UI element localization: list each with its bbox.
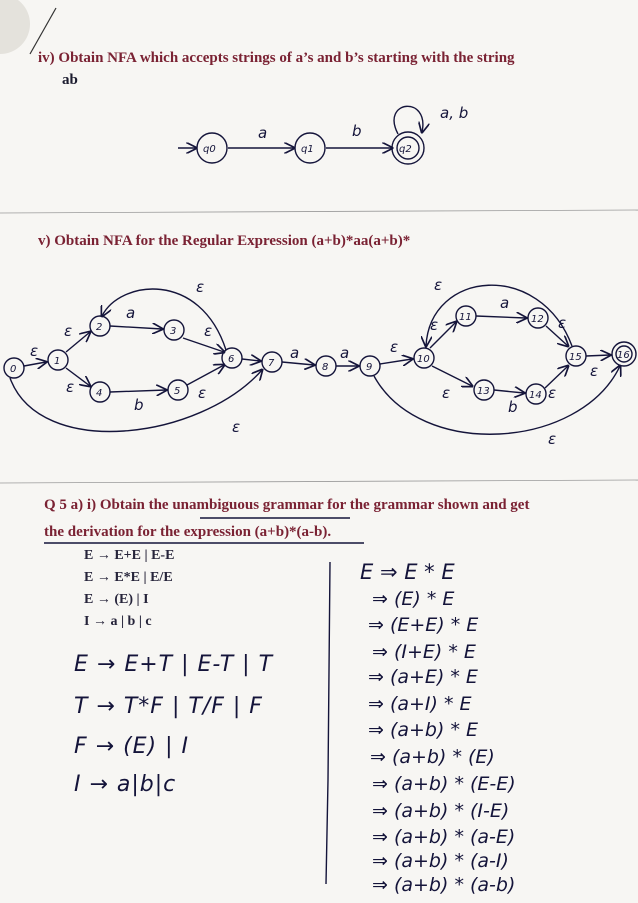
edge-0-7-bypass-label: ε: [232, 418, 241, 436]
state-6-label: 6: [228, 354, 235, 365]
state-5-label: 5: [174, 386, 181, 397]
state-q0-label: q0: [203, 144, 216, 155]
derivation-step-3: ⇒ (E+E) * E: [368, 614, 479, 636]
state-16-label: 16: [617, 350, 630, 361]
question-5-heading: Q 5 a) i) Obtain the unambiguous grammar for the grammar shown and get: [44, 497, 530, 513]
edge-q1-q2-label: b: [352, 122, 362, 140]
edge-13-14: [494, 390, 524, 393]
state-4-label: 4: [96, 388, 103, 399]
derivation-step-5: ⇒ (a+E) * E: [368, 666, 478, 688]
question-v-text: v) Obtain NFA for the Regular Expression (a+b)*aa(a+b)*: [38, 233, 411, 249]
edge-10-13: [432, 366, 472, 386]
edge-6-1-loop: [102, 289, 226, 350]
edge-9-10-label: ε: [390, 338, 399, 356]
edge-2-3-label: a: [126, 304, 136, 322]
question-iv-text: iv) Obtain NFA which accepts strings of a’s and b’s starting with the string: [38, 50, 515, 66]
state-9-label: 9: [366, 362, 373, 373]
nfa-v: [4, 276, 636, 448]
edge-7-8-label: a: [290, 344, 300, 362]
edge-q0-q1-label: a: [258, 124, 268, 142]
state-14-label: 14: [529, 390, 542, 401]
edge-5-6-label: ε: [198, 384, 207, 402]
state-13-label: 13: [477, 386, 490, 397]
edge-11-12: [476, 316, 526, 318]
grammar-rule-2: E → E*E | E/E: [84, 570, 173, 585]
nfa-iv: [178, 104, 468, 164]
edge-4-5: [110, 390, 166, 392]
edge-9-16-bypass-label: ε: [548, 430, 557, 448]
state-11-label: 11: [459, 312, 472, 323]
state-1-label: 1: [54, 356, 61, 367]
derivation-step-12: ⇒ (a+b) * (a-I): [372, 850, 509, 872]
edge-3-6: [183, 338, 224, 352]
edge-15-16: [586, 355, 610, 356]
edge-15-16-label: ε: [590, 362, 599, 380]
edge-4-5-label: b: [134, 396, 144, 414]
edge-8-9-label: a: [340, 344, 350, 362]
derivation-step-11: ⇒ (a+b) * (a-E): [372, 826, 516, 848]
derivation-step-4: ⇒ (I+E) * E: [372, 641, 476, 663]
unambiguous-rule-3: F → (E) | I: [74, 734, 190, 759]
grammar-rule-4: I → a | b | c: [84, 614, 152, 629]
edge-6-7: [242, 359, 260, 361]
state-3-label: 3: [170, 326, 177, 337]
state-0-label: 0: [10, 364, 17, 375]
divider-line-1: [0, 210, 638, 213]
derivation-step-9: ⇒ (a+b) * (E-E): [372, 773, 516, 795]
margin-pen-stroke: [30, 8, 56, 54]
edge-2-3: [110, 326, 162, 329]
edge-14-15-label: ε: [548, 384, 557, 402]
unambiguous-rule-1: E → E+T | E-T | T: [74, 652, 274, 677]
edge-3-6-label: ε: [204, 322, 213, 340]
state-7-label: 7: [268, 358, 275, 369]
derivation-divider: [326, 562, 330, 884]
unambiguous-rule-2: T → T*F | T/F | F: [74, 694, 263, 719]
question-iv-text-cont: ab: [62, 72, 78, 88]
edge-10-11-label: ε: [430, 316, 439, 334]
state-2-label: 2: [96, 322, 103, 333]
edge-0-1: [24, 362, 46, 366]
unambiguous-rule-4: I → a|b|c: [74, 772, 177, 797]
edge-10-13-label: ε: [442, 384, 451, 402]
derivation-step-8: ⇒ (a+b) * (E): [370, 746, 495, 768]
grammar-rule-3: E → (E) | I: [84, 592, 149, 607]
divider-line-2: [0, 480, 638, 483]
edge-6-1-loop-label: ε: [196, 278, 205, 296]
self-loop-label: a, b: [440, 104, 469, 122]
state-10-label: 10: [417, 354, 430, 365]
self-loop-q2: [394, 106, 423, 134]
derivation-step-6: ⇒ (a+I) * E: [368, 693, 472, 715]
edge-1-4-label: ε: [66, 378, 75, 396]
derivation-step-13: ⇒ (a+b) * (a-b): [372, 874, 516, 896]
derivation-step-1: E ⇒ E * E: [360, 560, 455, 584]
derivation-step-2: ⇒ (E) * E: [372, 588, 455, 610]
state-q1-label: q1: [301, 144, 314, 155]
state-8-label: 8: [322, 362, 329, 373]
state-12-label: 12: [531, 314, 544, 325]
grammar-rule-1: E → E+E | E-E: [84, 548, 175, 563]
edge-13-14-label: b: [508, 398, 518, 416]
edge-15-10-loop: [426, 285, 572, 346]
state-15-label: 15: [569, 352, 582, 363]
edge-11-12-label: a: [500, 294, 510, 312]
edge-0-1-label: ε: [30, 342, 39, 360]
edge-5-6: [187, 365, 224, 385]
edge-12-15-label: ε: [558, 314, 567, 332]
edge-9-16-bypass: [374, 366, 620, 434]
edge-1-2-label: ε: [64, 322, 73, 340]
question-5-heading-cont: the derivation for the expression (a+b)*(a-b).: [44, 524, 332, 540]
edge-9-10: [380, 359, 412, 364]
edge-7-8: [282, 362, 314, 365]
edge-15-10-loop-label: ε: [434, 276, 443, 294]
derivation-step-7: ⇒ (a+b) * E: [368, 719, 478, 741]
state-q2-label: q2: [399, 144, 412, 155]
derivation-step-10: ⇒ (a+b) * (I-E): [372, 800, 510, 822]
